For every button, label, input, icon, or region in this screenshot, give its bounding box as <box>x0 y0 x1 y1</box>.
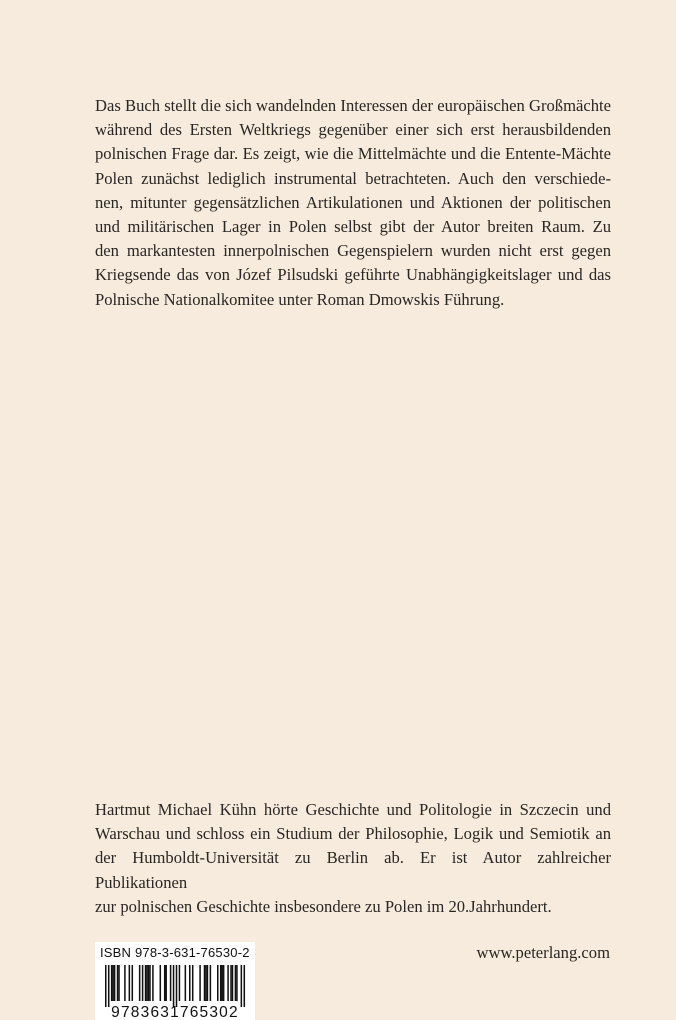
blurb-line: polnischen Frage dar. Es zeigt, wie die Mittelmächte und die Entente-Mächte <box>95 144 611 164</box>
blurb-line: Polen zunächst lediglich instrumental betrachteten. Auch den verschiede- <box>95 168 611 188</box>
isbn-label: ISBN 978-3-631-76530-2 <box>100 945 250 960</box>
barcode-bar <box>230 965 232 1001</box>
barcode-bar <box>145 965 147 1001</box>
barcode-bar <box>164 965 166 1001</box>
publisher-url: www.peterlang.com <box>476 943 610 962</box>
blurb-line: nen, mitunter gegensätzlichen Artikulationen und Aktionen der politischen <box>95 192 611 212</box>
barcode-bar <box>217 965 219 1001</box>
barcode-bar <box>129 965 131 1001</box>
barcode-bar <box>117 965 119 1001</box>
barcode-bar <box>244 965 246 1007</box>
barcode-bar <box>146 965 148 1001</box>
blurb-line: Kriegsende das von Józef Pilsudski geführte Unabhängigkeitslager und das <box>95 265 611 285</box>
barcode-bar <box>192 965 194 1001</box>
barcode-bar <box>170 965 172 1001</box>
barcode-bar <box>114 965 116 1001</box>
barcode-bar <box>220 965 222 1001</box>
blurb-line: Das Buch stellt die sich wandelnden Interessen der europäischen Großmächte <box>95 96 611 115</box>
barcode-bar <box>199 965 201 1001</box>
blurb-line: während des Ersten Weltkriegs gegenüber einer sich erst herausbildenden <box>95 120 611 140</box>
barcode-bar <box>236 965 238 1001</box>
author-biography <box>95 798 611 919</box>
isbn-barcode <box>95 942 255 1020</box>
bio-line: der Humboldt-Universität zu Berlin ab. Er ist Autor zahlreicher Publikationen <box>95 848 611 892</box>
blurb-line: und militärischen Lager in Polen selbst gibt der Autor breiten Raum. Zu <box>95 217 611 237</box>
barcode-bar <box>232 965 234 1001</box>
bio-line: zur polnischen Geschichte insbesondere zu Polen im 20.Jahrhundert. <box>95 896 552 916</box>
barcode-bar <box>241 965 243 1007</box>
barcode-bar <box>112 965 114 1001</box>
barcode-bar <box>142 965 144 1001</box>
barcode-bar <box>185 965 187 1001</box>
barcode-bar <box>205 965 207 1001</box>
barcode-bar <box>152 965 154 1001</box>
barcode-bar <box>173 965 175 1007</box>
barcode-bar <box>176 965 178 1007</box>
book-description <box>95 94 611 312</box>
barcode-bar <box>210 965 212 1001</box>
bio-line: Hartmut Michael Kühn hörte Geschichte und Politologie in Szczecin und <box>95 800 611 819</box>
barcode-bar <box>132 965 134 1001</box>
barcode-bar <box>189 965 191 1001</box>
barcode-bar <box>221 965 223 1001</box>
barcode-digits: 9783631765302 <box>111 1004 239 1020</box>
barcode-bar <box>139 965 141 1001</box>
barcode-bar <box>227 965 229 1001</box>
barcode-bar <box>148 965 150 1001</box>
barcode-bar <box>223 965 225 1001</box>
barcode-bar <box>165 965 167 1001</box>
barcode-graphic <box>95 964 255 1020</box>
blurb-line: den markantesten innerpolnischen Gegenspielern wurden nicht erst gegen <box>95 241 611 261</box>
barcode-bar <box>204 965 206 1001</box>
barcode-bar <box>124 965 126 1001</box>
blurb-line: Polnische Nationalkomitee unter Roman Dmowskis Führung. <box>95 289 505 309</box>
barcode-bar <box>105 965 107 1007</box>
bio-line: Warschau und schloss ein Studium der Philosophie, Logik und Semiotik an <box>95 824 611 844</box>
barcode-bar <box>149 965 151 1001</box>
barcode-bar <box>235 965 237 1001</box>
barcode-bar <box>111 965 113 1001</box>
barcode-bar <box>160 965 162 1001</box>
barcode-bar <box>179 965 181 1001</box>
barcode-bar <box>108 965 110 1007</box>
barcode-bar <box>118 965 120 1001</box>
barcode-bar <box>207 965 209 1001</box>
